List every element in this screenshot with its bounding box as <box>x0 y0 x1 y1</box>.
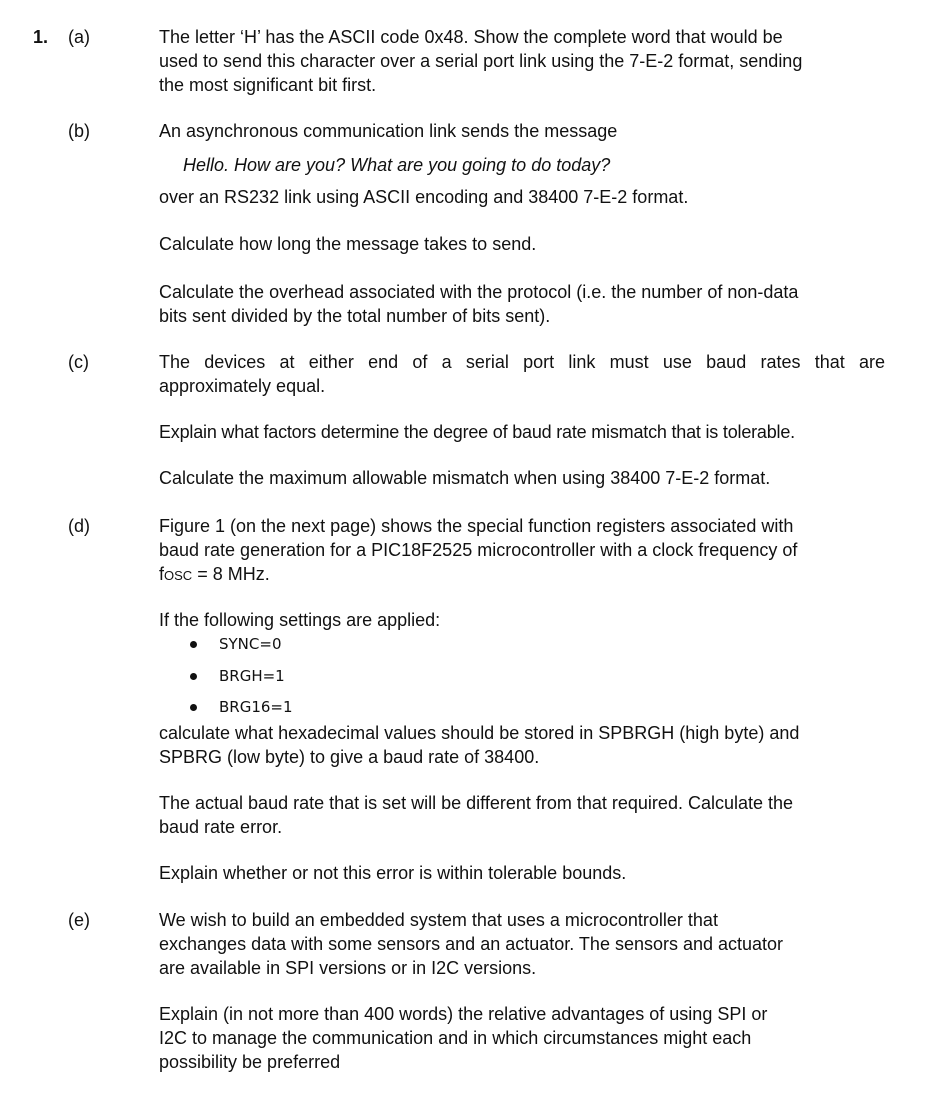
part-c-task-mismatch: Calculate the maximum allowable mismatch when using 38400 7-E-2 format. <box>159 468 771 488</box>
text-line: Explain (in not more than 400 words) the relative advantages of using SPI or <box>159 1004 768 1024</box>
part-c-label: (c) <box>68 352 89 372</box>
text-line: SPBRG (low byte) to give a baud rate of 38400. <box>159 747 540 767</box>
bullet-item <box>190 695 293 719</box>
part-c-intro <box>159 350 885 398</box>
bullet-icon <box>190 704 197 711</box>
text-line: The devices at either end of a serial port link must use baud rates that are <box>159 352 885 372</box>
part-b-intro: An asynchronous communication link sends the message <box>159 121 618 141</box>
text-line: Calculate the overhead associated with the protocol (i.e. the number of non-data <box>159 282 799 302</box>
part-e-task <box>159 1002 885 1074</box>
part-e-label: (e) <box>68 910 90 930</box>
bullet-item <box>190 632 282 656</box>
bullet-icon <box>190 641 197 648</box>
part-b-task-overhead <box>159 280 885 328</box>
question-number: 1. <box>33 27 49 47</box>
fosc-line <box>159 562 885 588</box>
text-line: exchanges data with some sensors and an actuator. The sensors and actuator <box>159 934 784 954</box>
text-line: baud rate error. <box>159 817 283 837</box>
part-d-task-bounds: Explain whether or not this error is within tolerable bounds. <box>159 863 627 883</box>
text-line: The letter ‘H’ has the ASCII code 0x48. Show the complete word that would be <box>159 27 783 47</box>
text-line: possibility be preferred <box>159 1052 341 1072</box>
part-a-text <box>159 25 885 97</box>
text-line: used to send this character over a serial port link using the 7-E-2 format, sending <box>159 51 803 71</box>
fosc-subscript: OSC <box>164 568 193 583</box>
part-b-format: over an RS232 link using ASCII encoding and 38400 7-E-2 format. <box>159 187 689 207</box>
fosc-f: f <box>159 564 165 584</box>
text-line: The actual baud rate that is set will be different from that required. Calculate the <box>159 793 794 813</box>
part-d-settings-intro: If the following settings are applied: <box>159 610 441 630</box>
part-a-label: (a) <box>68 27 90 47</box>
text-line: Figure 1 (on the next page) shows the special function registers associated with <box>159 516 794 536</box>
text-line: are available in SPI versions or in I2C versions. <box>159 958 537 978</box>
part-e-intro <box>159 908 885 980</box>
part-c-task-factors: Explain what factors determine the degree of baud rate mismatch that is tolerable. <box>159 422 795 442</box>
part-d-task-error <box>159 791 885 839</box>
text-line: calculate what hexadecimal values should be stored in SPBRGH (high byte) and <box>159 723 800 743</box>
text-line: the most significant bit first. <box>159 75 377 95</box>
part-d-label: (d) <box>68 516 90 536</box>
part-d-intro <box>159 514 885 588</box>
part-b-label: (b) <box>68 121 90 141</box>
bullet-text: BRG16=1 <box>219 698 293 716</box>
text-line: I2C to manage the communication and in which circumstances might each <box>159 1028 752 1048</box>
part-b-task-time: Calculate how long the message takes to send. <box>159 234 537 254</box>
part-b-message: Hello. How are you? What are you going to do today? <box>183 155 611 175</box>
part-d-task-hex <box>159 721 885 769</box>
text-line: baud rate generation for a PIC18F2525 microcontroller with a clock frequency of <box>159 540 798 560</box>
text-line: approximately equal. <box>159 376 326 396</box>
bullet-icon <box>190 673 197 680</box>
text-line: bits sent divided by the total number of bits sent). <box>159 306 551 326</box>
bullet-text: BRGH=1 <box>219 667 285 685</box>
bullet-text: SYNC=0 <box>219 635 282 653</box>
fosc-value: = 8 MHz. <box>192 564 270 584</box>
text-line: We wish to build an embedded system that uses a microcontroller that <box>159 910 718 930</box>
bullet-item <box>190 664 285 688</box>
